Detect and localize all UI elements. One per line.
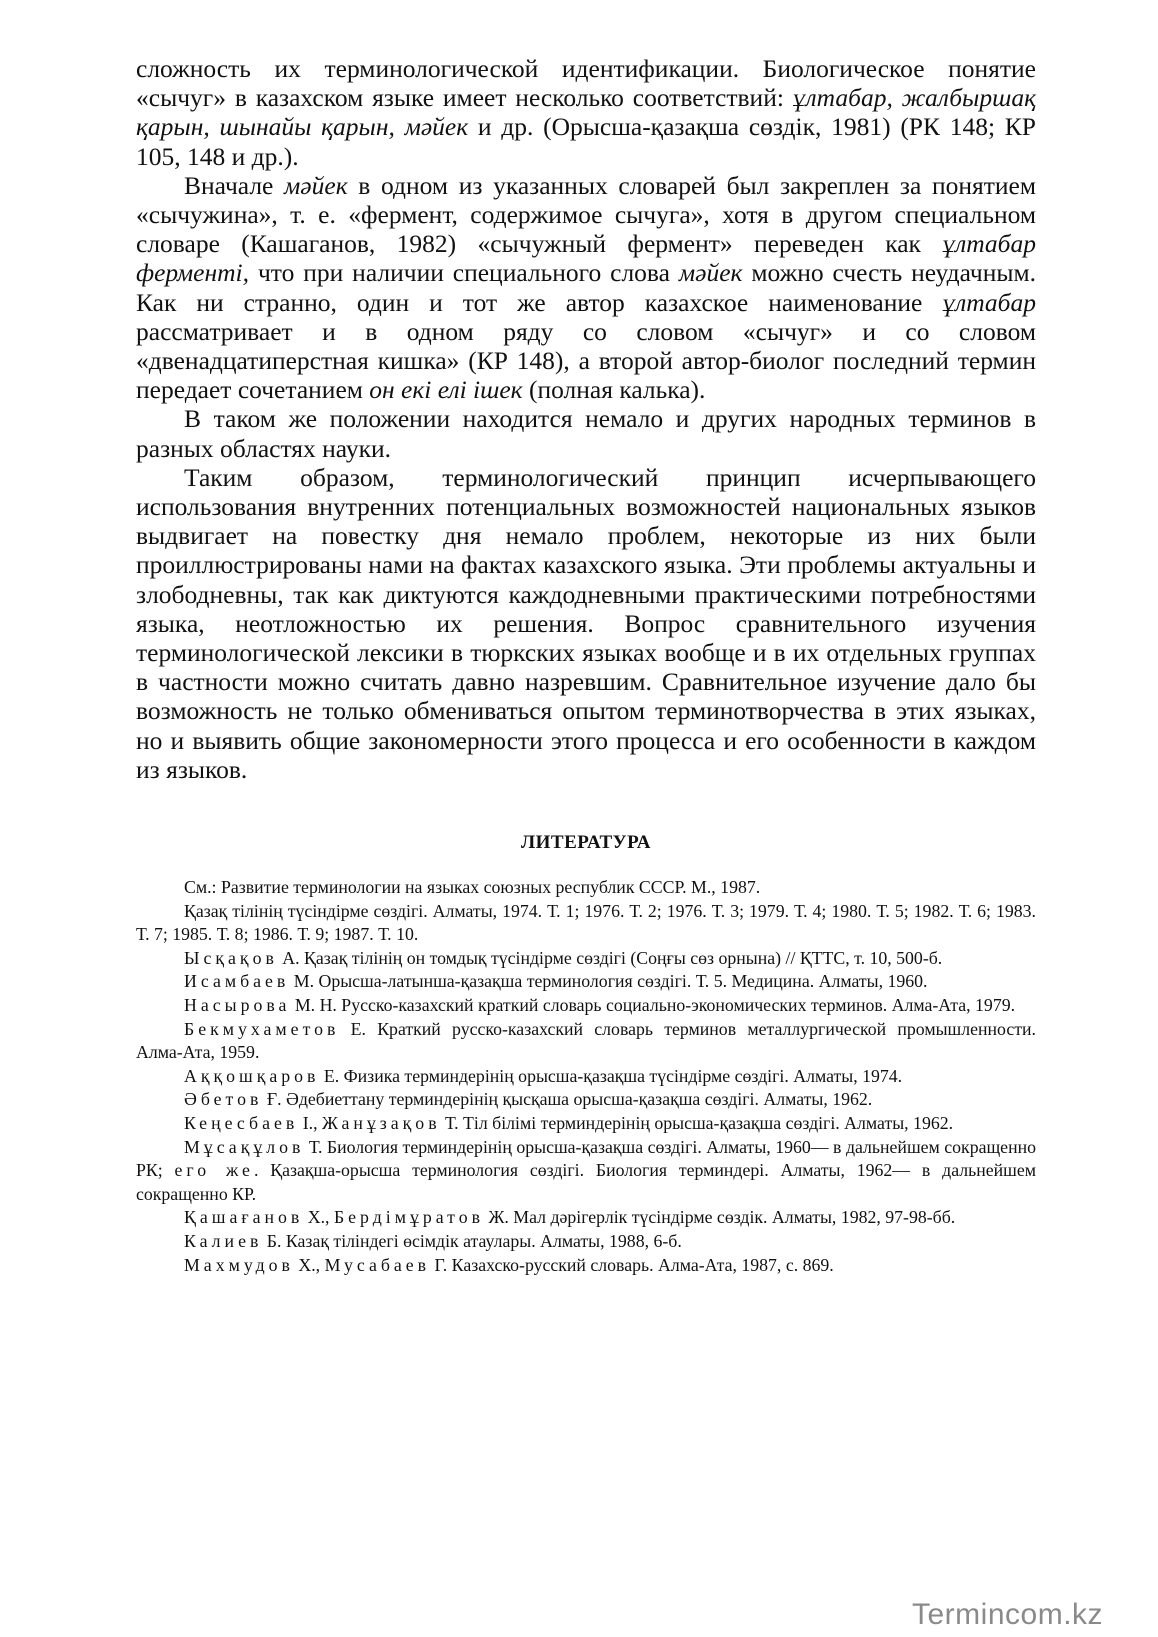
reference-text: Т. Биология терминдерінің орысша-қазақша сөздігі. Алматы, 1960— в дальнейшем сокращенно РК; [136,1136,1036,1181]
reference-author: Калиев [184,1230,263,1251]
reference-item [136,947,1036,971]
reference-text: Е. Физика терминдерінің орысша-қазақша түсіндірме сөздігі. Алматы, 1974. [319,1065,903,1086]
reference-item [136,1088,1036,1112]
text: можно счесть неудачным. Как ни странно, один и тот же автор казахское наименование [136,258,1036,317]
italic-term: ұлтабар, жалбыршақ қарын, шынайы қарын, мәйек [136,83,1036,142]
reference-author: Исамбаев [184,971,290,992]
reference-author: Ысқақов [184,947,278,968]
reference-item [136,1230,1036,1254]
reference-author: Махмудов [184,1254,294,1275]
reference-author: Бекмухаметов [184,1018,340,1039]
reference-text: М. Орысша-латынша-қазақша терминология сөздігі. Т. 5. Медицина. Алматы, 1960. [289,971,928,992]
reference-item [136,1065,1036,1089]
paragraph-3: В таком же положении находится немало и других народных терминов в разных областях науки. [136,404,1036,463]
reference-item [136,1018,1036,1065]
paragraph-4: Таким образом, терминологический принцип исчерпывающего использования внутренних потенциальных возможностей национальных языков выдвигает на повестку дня немало проблем, некоторые из них были проиллюстрированы нами на фактах казахского языка. Эти проблемы актуальны и злободневны, так как диктуются каждодневными практическими потребностями языка, неотложностью их решения. Вопрос сравнительного изучения терминологической лексики в тюркских языках вообще и в их отдельных группах в частности можно считать давно назревшим. Сравнительное изучение дало бы возможность не только обмениваться опытом терминотворчества в этих языках, но и выявить общие закономерности этого процесса и его особенности в каждом из языков. [136,462,1036,784]
reference-list [136,876,1036,1277]
reference-text: Ж. Мал дәрігерлік түсіндірме сөздік. Алматы, 1982, 97-98-бб. [484,1207,956,1228]
reference-item [136,876,1036,900]
reference-text: Ғ. Әдебиеттану терминдерінің қысқаша орысша-қазақша сөздігі. Алматы, 1962. [262,1089,873,1110]
text: сложность их терминологической идентификации. Биологическое понятие «сычуг» в казахском языке имеет несколько соответствий: [136,54,1036,113]
reference-text: Е. Краткий русско-казахский словарь терминов металлургической промышленности. Алма-Ата, 1959. [136,1018,1036,1063]
reference-author: Қашағанов [184,1207,304,1228]
reference-item [136,970,1036,994]
reference-text: См.: Развитие терминологии на языках союзных республик СССР. М., 1987. [184,877,761,898]
paragraph-2 [136,171,1036,405]
reference-text: Г. Казахско-русский словарь. Алма-Ата, 1987, с. 869. [430,1254,834,1275]
reference-item [136,1206,1036,1230]
reference-item [136,1136,1036,1207]
text: Вначале [184,170,285,200]
reference-item [136,994,1036,1018]
page-content [136,54,1036,1277]
reference-author: Әбетов [184,1089,263,1110]
reference-text: А. Қазақ тілінің он томдық түсіндірме сөздігі (Соңғы сөз орнына) // ҚТТС, т. 10, 500-б. [277,947,943,968]
italic-term: ұлтабар [942,287,1036,317]
text: рассматривает и в одном ряду со словом «сычуг» и со словом «двенадцатиперстная кишка» (КР 148), а второй автор-биолог последний термин передает сочетанием [136,316,1036,405]
text: (полная калька). [522,375,706,405]
text: в одном из указанных словарей был закреплен за понятием «сычужина», т. е. «фермент, содержимое сычуга», хотя в другом специальном словаре (Кашаганов, 1982) «сычужный фермент» переведен как [136,170,1036,259]
reference-text: І., [298,1113,322,1134]
reference-text: Қазақ тілінің түсіндірме сөздігі. Алматы, 1974. Т. 1; 1976. Т. 2; 1976. Т. 3; 1979. Т. 4; 1980. Т. 5; 1982. Т. 6; 1983. Т. 7; 1985. Т. 8; 1986. Т. 9; 1987. Т. 10. [136,900,1036,945]
reference-author: Бердімұратов [333,1207,484,1228]
watermark-logo: Termincom.kz [912,1598,1104,1631]
reference-author: его же [174,1160,254,1181]
reference-author: Мұсақұлов [184,1136,305,1157]
reference-item [136,1112,1036,1136]
italic-term: он екі елі ішек [369,375,523,405]
reference-text: Т. Тіл білімі терминдерінің орысша-қазақша сөздігі. Алматы, 1962. [440,1113,954,1134]
paragraph-1 [136,54,1036,171]
literature-heading: ЛИТЕРАТУРА [520,832,652,854]
reference-text: М. Н. Русско-казахский краткий словарь социально-экономических терминов. Алма-Ата, 1979. [290,995,1016,1016]
reference-text: Х., [293,1254,325,1275]
reference-author: Кеңесбаев [184,1113,299,1134]
italic-term: ұлтабар ферменті, [136,229,1036,288]
reference-author: Аққошқаров [184,1065,320,1086]
text: и др. (Орысша-қазақша сөздік, 1981) (РК 148; КР 105, 148 и др.). [136,112,1036,171]
italic-term: мәйек [284,170,348,200]
reference-item [136,1254,1036,1278]
reference-author: Насырова [184,995,291,1016]
reference-author: Жанұзақов [321,1113,441,1134]
reference-text: . Қазақша-орысша терминология сөздігі. Биология терминдері. Алматы, 1962— в дальнейшем сокращенно КР. [136,1160,1036,1204]
reference-item [136,900,1036,947]
reference-text: Х., [303,1207,334,1228]
text: что при наличии специального слова [249,258,679,288]
reference-text: Б. Казақ тіліндегі өсімдік атаулары. Алматы, 1988, 6-б. [262,1230,682,1251]
reference-author: Мусабаев [324,1254,431,1275]
italic-term: мәйек [678,258,743,288]
